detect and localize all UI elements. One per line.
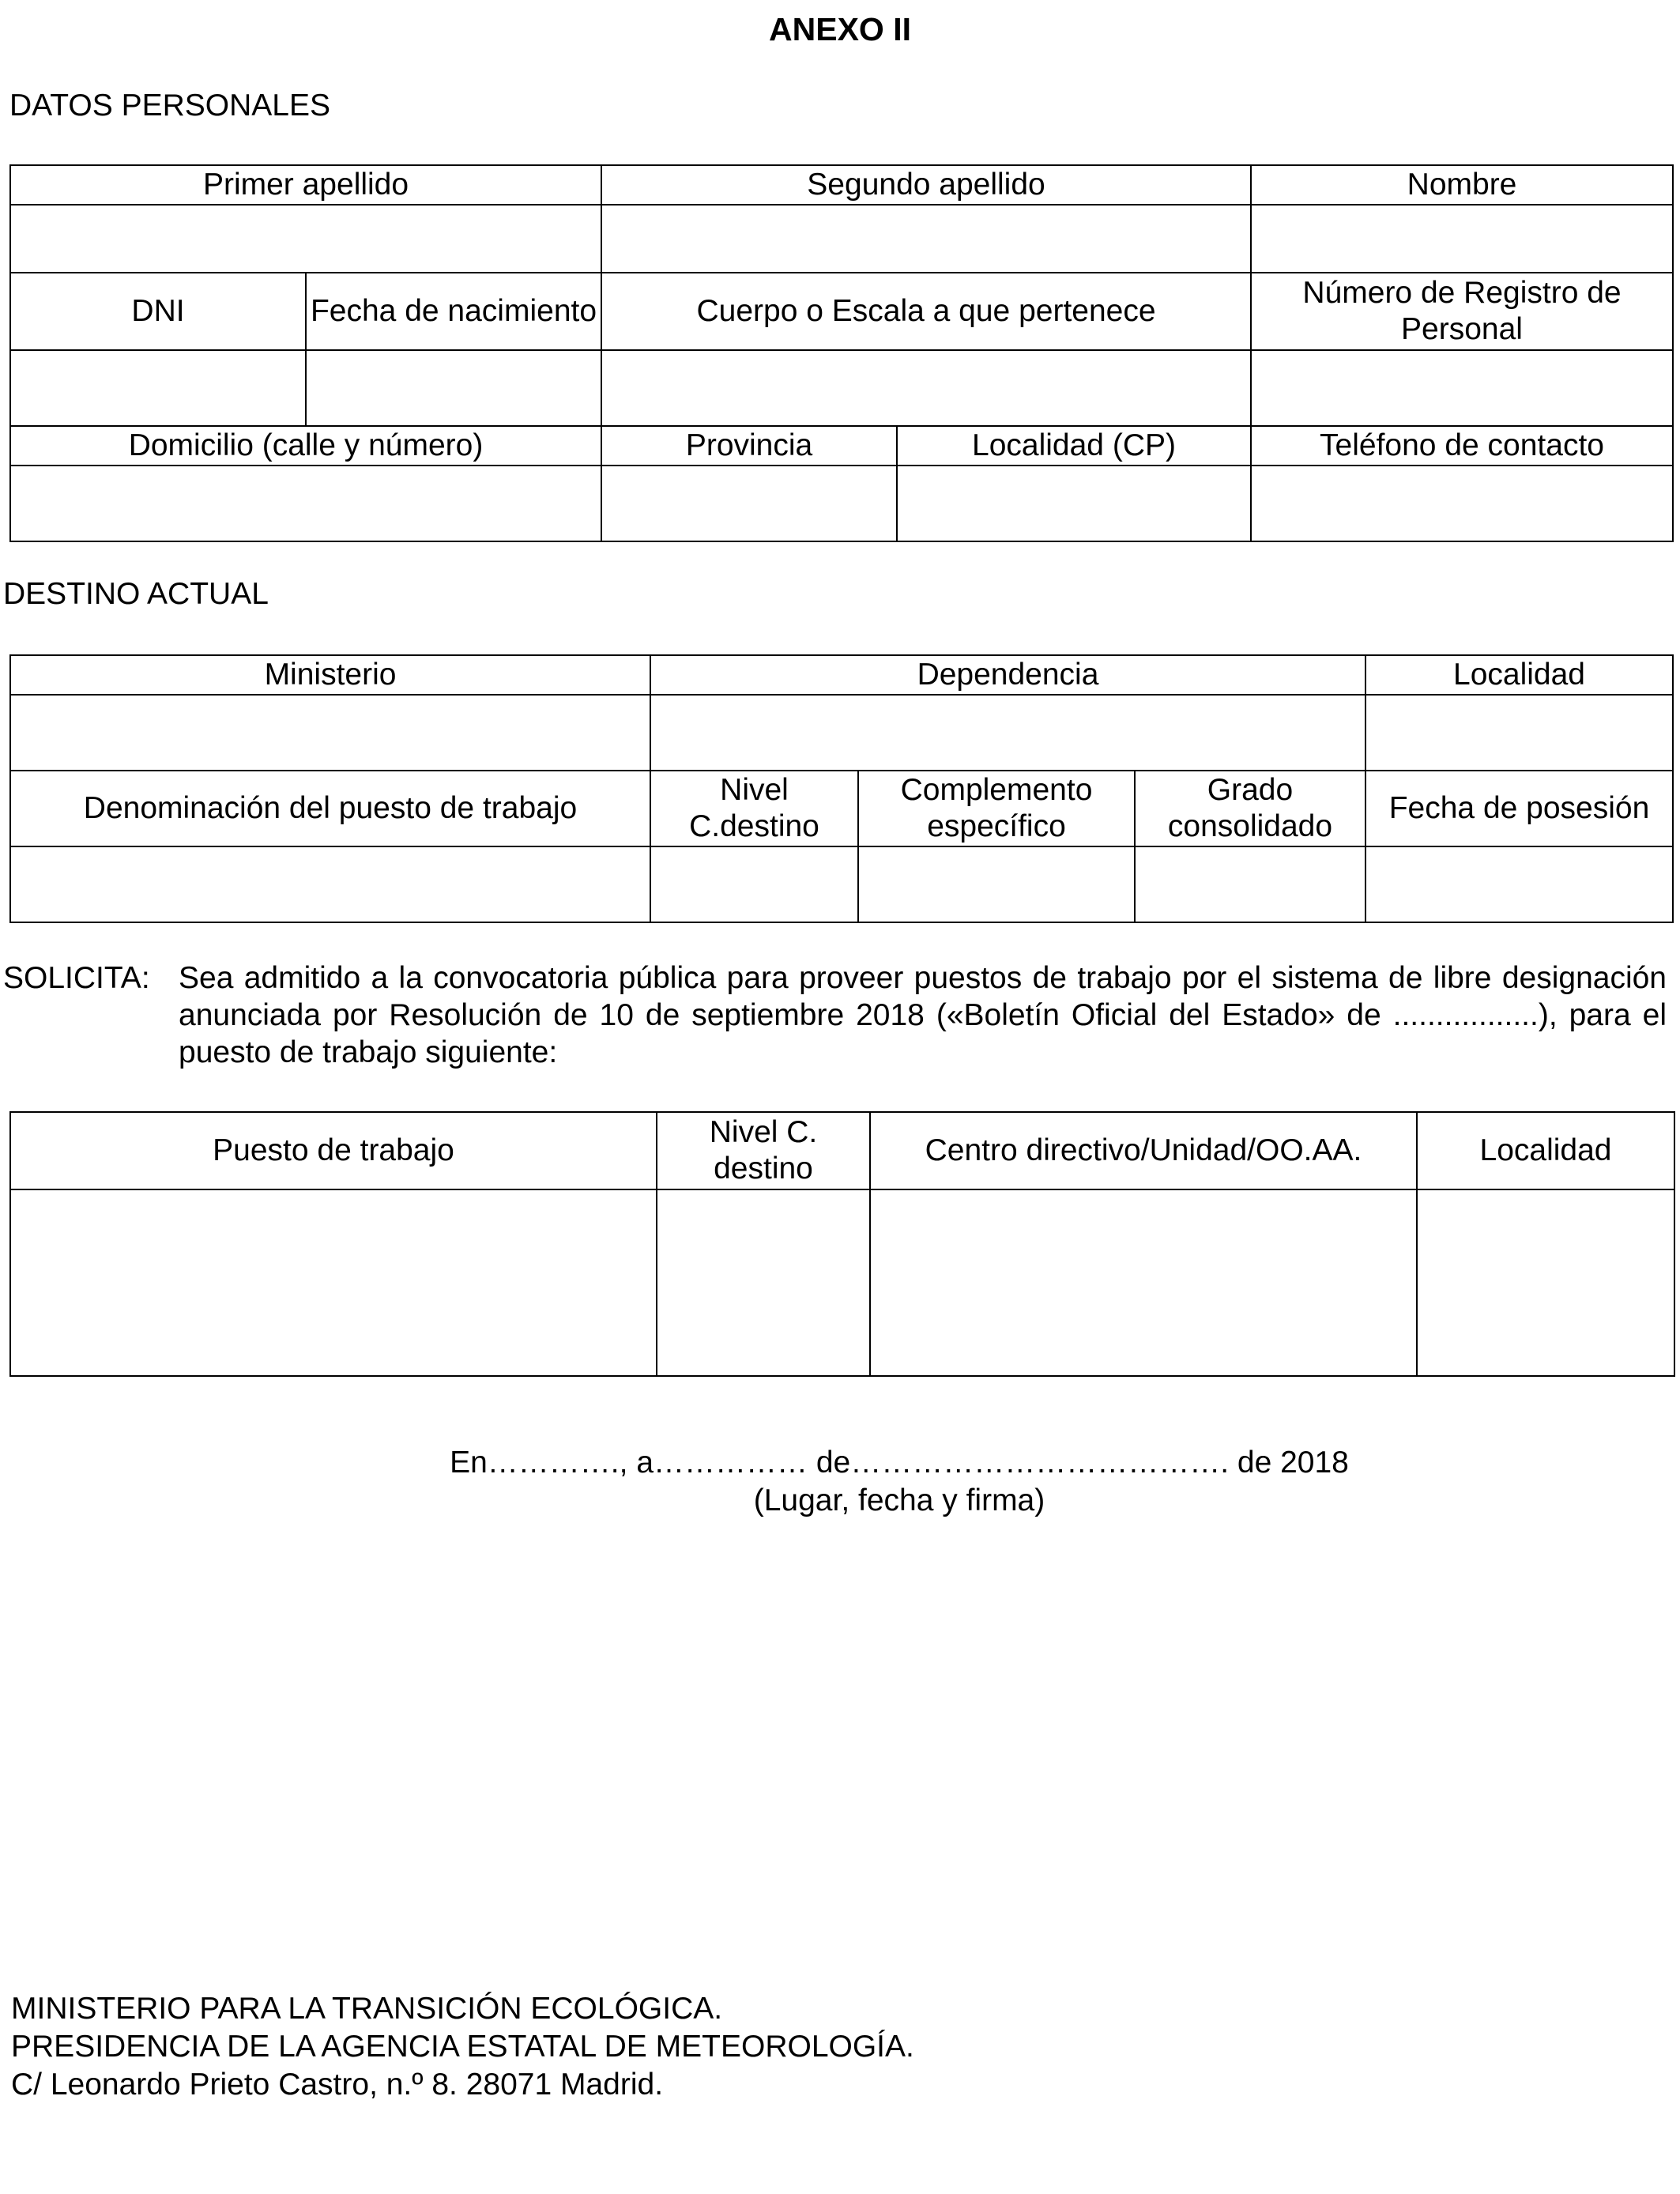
header-nombre: Nombre <box>1251 165 1673 205</box>
footer-address <box>11 1990 914 2104</box>
header-grado-consolidado: Grado consolidado <box>1135 771 1365 846</box>
page-title: ANEXO II <box>769 11 911 47</box>
input-nivel-cdestino[interactable] <box>650 846 858 922</box>
footer-presidencia: PRESIDENCIA DE LA AGENCIA ESTATAL DE METEOROLOGÍA. <box>11 2030 914 2064</box>
datos-personales-table <box>9 164 1674 542</box>
firma-caption: (Lugar, fecha y firma) <box>753 1483 1045 1517</box>
header-complemento-especifico: Complemento específico <box>858 771 1135 846</box>
header-primer-apellido: Primer apellido <box>10 165 601 205</box>
header-localidad-cp: Localidad (CP) <box>897 426 1251 466</box>
input-provincia[interactable] <box>601 466 897 541</box>
header-dependencia: Dependencia <box>650 655 1365 695</box>
input-puesto-trabajo[interactable] <box>10 1189 657 1376</box>
solicita-text: Sea admitido a la convocatoria pública para proveer puestos de trabajo por el sistema de libre designación anunciada por Resolución de 10 de septiembre 2018 («Boletín Oficial del Estado» de .................), para el puesto de trabajo siguiente: <box>179 961 1667 1069</box>
input-dni[interactable] <box>10 350 306 426</box>
header-centro-directivo: Centro directivo/Unidad/OO.AA. <box>870 1112 1417 1189</box>
header-cuerpo-escala: Cuerpo o Escala a que pertenece <box>601 273 1251 350</box>
header-ministerio: Ministerio <box>10 655 650 695</box>
input-denominacion-puesto[interactable] <box>10 846 650 922</box>
footer-direccion: C/ Leonardo Prieto Castro, n.º 8. 28071 Madrid. <box>11 2068 664 2102</box>
header-fecha-posesion: Fecha de posesión <box>1365 771 1673 846</box>
solicita-label: SOLICITA: <box>3 961 150 995</box>
input-nivel-c-destino[interactable] <box>657 1189 870 1376</box>
header-denominacion-puesto: Denominación del puesto de trabajo <box>10 771 650 846</box>
input-primer-apellido[interactable] <box>10 205 601 273</box>
header-segundo-apellido: Segundo apellido <box>601 165 1251 205</box>
input-complemento-especifico[interactable] <box>858 846 1135 922</box>
input-segundo-apellido[interactable] <box>601 205 1251 273</box>
input-nombre[interactable] <box>1251 205 1673 273</box>
input-cuerpo-escala[interactable] <box>601 350 1251 426</box>
input-domicilio[interactable] <box>10 466 601 541</box>
input-telefono[interactable] <box>1251 466 1673 541</box>
input-localidad[interactable] <box>1365 695 1673 771</box>
header-domicilio: Domicilio (calle y número) <box>10 426 601 466</box>
header-puesto-trabajo: Puesto de trabajo <box>10 1112 657 1189</box>
input-ministerio[interactable] <box>10 695 650 771</box>
section-destino-actual: DESTINO ACTUAL <box>3 577 269 611</box>
header-fecha-nacimiento: Fecha de nacimiento <box>306 273 601 350</box>
puesto-table <box>9 1111 1675 1377</box>
header-localidad: Localidad <box>1365 655 1673 695</box>
firma-line: En…………., a…………… de………………………………. de 2018 <box>450 1446 1349 1480</box>
section-datos-personales: DATOS PERSONALES <box>9 89 331 123</box>
header-telefono: Teléfono de contacto <box>1251 426 1673 466</box>
header-nivel-cdestino: Nivel C.destino <box>650 771 858 846</box>
header-puesto-localidad: Localidad <box>1417 1112 1674 1189</box>
input-fecha-nacimiento[interactable] <box>306 350 601 426</box>
input-grado-consolidado[interactable] <box>1135 846 1365 922</box>
input-centro-directivo[interactable] <box>870 1189 1417 1376</box>
input-dependencia[interactable] <box>650 695 1365 771</box>
header-dni: DNI <box>10 273 306 350</box>
destino-actual-table <box>9 654 1674 923</box>
footer-ministerio: MINISTERIO PARA LA TRANSICIÓN ECOLÓGICA. <box>11 1992 723 2026</box>
header-numero-registro: Número de Registro de Personal <box>1251 273 1673 350</box>
input-localidad-cp[interactable] <box>897 466 1251 541</box>
input-puesto-localidad[interactable] <box>1417 1189 1674 1376</box>
header-nivel-c-destino: Nivel C. destino <box>657 1112 870 1189</box>
header-provincia: Provincia <box>601 426 897 466</box>
input-numero-registro[interactable] <box>1251 350 1673 426</box>
input-fecha-posesion[interactable] <box>1365 846 1673 922</box>
